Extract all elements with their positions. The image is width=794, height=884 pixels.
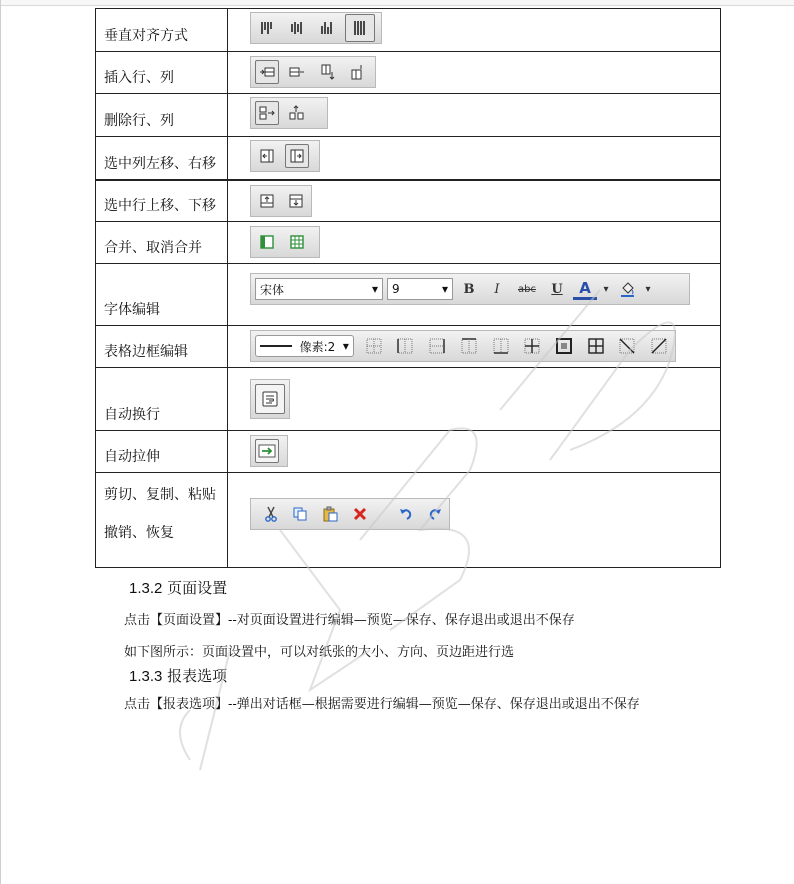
row-label: 删除行、列 (104, 113, 174, 129)
table-row (96, 9, 721, 52)
valign-bottom-icon[interactable] (315, 16, 339, 40)
font-toolbar (250, 273, 690, 305)
border-all-icon[interactable] (584, 334, 608, 358)
chevron-down-icon: ▾ (342, 339, 349, 353)
auto-wrap-icon[interactable] (255, 384, 285, 414)
delete-icon[interactable] (350, 502, 370, 526)
move-col-right-icon[interactable] (285, 144, 309, 168)
font-size-value: 9 (392, 282, 400, 296)
icon-cell (228, 368, 721, 431)
icon-cell (228, 9, 721, 52)
row-label-cell (96, 52, 228, 94)
font-name-value: 宋体 (260, 282, 285, 297)
delete-toolbar (250, 97, 328, 129)
fill-color-icon[interactable] (615, 277, 639, 301)
table-row (96, 326, 721, 368)
chevron-down-icon[interactable]: ▾ (603, 283, 609, 295)
valign-top-icon[interactable] (255, 16, 279, 40)
row-label: 字体编辑 (104, 302, 160, 318)
insert-row-below-icon[interactable] (345, 60, 369, 84)
move-col-toolbar (250, 140, 320, 172)
icon-cell (228, 52, 721, 94)
row-label: 插入行、列 (104, 70, 174, 86)
row-label-cell (96, 9, 228, 52)
icon-cell (228, 137, 721, 180)
table-row (96, 222, 721, 264)
row-label-cell (96, 431, 228, 473)
border-outer-icon[interactable] (552, 334, 576, 358)
section-number: 1.3.2 (129, 580, 163, 597)
row-label: 选中行上移、下移 (104, 198, 216, 214)
unmerge-cells-icon[interactable] (285, 230, 309, 254)
toolbar-spec-table (95, 8, 721, 568)
cut-icon[interactable] (261, 502, 281, 526)
move-col-left-icon[interactable] (255, 144, 279, 168)
icon-cell (228, 431, 721, 473)
border-diag-down-icon[interactable] (616, 334, 640, 358)
section-title: 页面设置 (167, 579, 228, 597)
row-label: 自动拉伸 (104, 449, 160, 465)
border-left-icon[interactable] (394, 334, 418, 358)
row-label-cell (96, 180, 228, 222)
border-top-icon[interactable] (457, 334, 481, 358)
delete-row-icon[interactable] (285, 101, 309, 125)
icon-cell (228, 264, 721, 326)
table-row (96, 431, 721, 473)
valign-toolbar (250, 12, 382, 44)
paragraph-page-setup-note: 如下图所示：页面设置中，可以对纸张的大小、方向、页边距进行选 (124, 645, 515, 660)
italic-button[interactable]: I (494, 281, 500, 297)
move-row-down-icon[interactable] (284, 189, 307, 213)
chevron-down-icon: ▾ (371, 282, 378, 296)
row-label: 选中列左移、右移 (104, 155, 216, 172)
row-label-cell (96, 326, 228, 368)
wrap-toolbar (250, 379, 290, 419)
stretch-toolbar (250, 435, 288, 467)
row-label-cell (96, 137, 228, 180)
table-row (96, 94, 721, 137)
undo-icon[interactable] (396, 502, 416, 526)
table-row (96, 473, 721, 568)
move-row-up-icon[interactable] (255, 189, 278, 213)
edit-toolbar (250, 498, 450, 530)
table-row (96, 137, 721, 180)
font-color-button[interactable]: A (573, 278, 597, 300)
delete-col-icon[interactable] (255, 101, 279, 125)
move-row-toolbar (250, 185, 312, 217)
strikethrough-button[interactable]: abc (518, 283, 536, 295)
table-row (96, 368, 721, 431)
icon-cell (228, 94, 721, 137)
underline-button[interactable]: U (551, 281, 563, 297)
icon-cell (228, 326, 721, 368)
redo-icon[interactable] (425, 502, 445, 526)
table-row (96, 264, 721, 326)
paragraph-page-setup-steps: 点击【页面设置】--对页面设置进行编辑—预览—保存、保存退出或退出不保存 (124, 613, 575, 628)
row-label: 撤销、恢复 (104, 525, 174, 541)
section-number: 1.3.3 (129, 668, 163, 685)
insert-toolbar (250, 56, 376, 88)
paragraph-report-options-steps: 点击【报表选项】--弹出对话框—根据需要进行编辑—预览—保存、保存退出或退出不保存 (124, 697, 640, 712)
row-label: 垂直对齐方式 (104, 28, 188, 44)
row-label: 剪切、复制、粘贴 (104, 487, 216, 503)
font-size-select[interactable] (387, 278, 453, 300)
row-label-cell (96, 94, 228, 137)
copy-icon[interactable] (291, 502, 311, 526)
font-name-select[interactable] (255, 278, 383, 300)
row-label: 合并、取消合并 (104, 240, 202, 256)
table-row (96, 52, 721, 94)
paste-icon[interactable] (320, 502, 340, 526)
merge-cells-icon[interactable] (255, 230, 279, 254)
section-heading-page-setup (129, 577, 227, 598)
insert-col-left-icon[interactable] (255, 60, 279, 84)
row-label: 表格边框编辑 (104, 344, 188, 360)
page-top-edge (0, 0, 794, 6)
section-heading-report-options (129, 665, 227, 686)
icon-cell (228, 473, 721, 568)
row-label-cell (96, 222, 228, 264)
section-title: 报表选项 (167, 667, 228, 685)
border-style-select[interactable] (255, 335, 354, 357)
border-toolbar (250, 330, 676, 362)
line-style-icon (260, 345, 292, 347)
merge-toolbar (250, 226, 320, 258)
chevron-down-icon[interactable]: ▾ (645, 283, 651, 295)
chevron-down-icon: ▾ (441, 282, 448, 296)
border-bottom-icon[interactable] (489, 334, 513, 358)
icon-cell (228, 222, 721, 264)
icon-cell (228, 180, 721, 222)
row-label-cell (96, 473, 228, 568)
border-none-icon[interactable] (362, 334, 386, 358)
table-row (96, 180, 721, 222)
border-inner-icon[interactable] (520, 334, 544, 358)
insert-row-above-icon[interactable] (315, 60, 339, 84)
border-diag-up-icon[interactable] (647, 334, 671, 358)
row-label-cell (96, 264, 228, 326)
border-right-icon[interactable] (425, 334, 449, 358)
row-label-cell (96, 368, 228, 431)
valign-justify-icon[interactable] (345, 14, 375, 42)
valign-middle-icon[interactable] (285, 16, 309, 40)
page-left-edge (0, 0, 1, 884)
auto-stretch-icon[interactable] (255, 439, 279, 463)
row-label: 自动换行 (104, 407, 160, 423)
bold-button[interactable]: B (463, 281, 475, 297)
insert-col-right-icon[interactable] (285, 60, 309, 84)
border-style-value: 像素:2 (299, 339, 336, 354)
